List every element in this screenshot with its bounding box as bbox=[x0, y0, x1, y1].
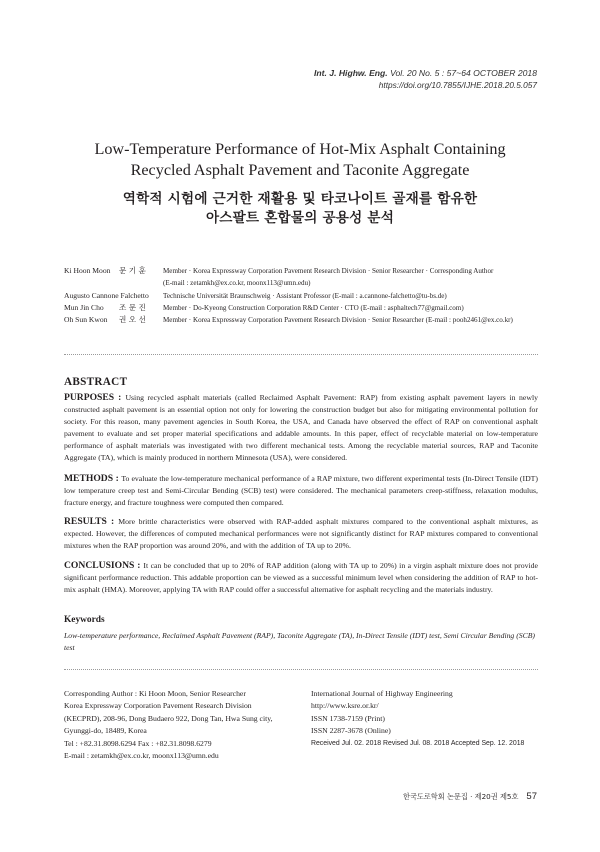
author-name: Ki Hoon Moon bbox=[64, 266, 111, 275]
title-en-line1: Low-Temperature Performance of Hot-Mix Asphalt Containing bbox=[94, 140, 506, 158]
page-number: 57 bbox=[526, 791, 537, 802]
author-email: (E-mail : zetamkh@ex.co.kr, moonx113@umn.edu) bbox=[163, 279, 311, 288]
results-label: RESULTS : bbox=[64, 516, 119, 527]
corresponding-author-block bbox=[64, 688, 304, 762]
journal-url[interactable]: http://www.ksre.or.kr/ bbox=[311, 701, 379, 711]
author-affiliation: Member · Korea Expressway Corporation Pavement Research Division · Senior Researcher (E-mail : pooh2461@ex.co.kr) bbox=[163, 316, 513, 325]
journal-info-line: ISSN 2287-3678 (Online) bbox=[311, 726, 391, 736]
doi[interactable]: https://doi.org/10.7855/IJHE.2018.20.5.057 bbox=[378, 80, 537, 90]
author-affiliation: Technische Universität Braunschweig · Assistant Professor (E-mail : a.cannone-falchetto@tu-bs.de) bbox=[163, 291, 447, 300]
author-row bbox=[64, 302, 542, 314]
conclusions-text: It can be concluded that up to 20% of RAP addition (along with TA up to 20%) in a virgin asphalt mixture does not provide significant performance reduction. This addable proportion can be viewed as a successful minimum level when considering the addition of RAP to hot-mix asphalt (HMA). Moreover, applying TA with RAP could offer a successful alternative for asphalt recycling and the materials industry. bbox=[64, 561, 538, 595]
divider bbox=[64, 669, 538, 670]
journal-info-line: ISSN 1738-7159 (Print) bbox=[311, 713, 385, 723]
volume-issue: Vol. 20 No. 5 : 57~64 OCTOBER 2018 bbox=[390, 68, 537, 78]
author-name: Mun Jin Cho bbox=[64, 302, 104, 312]
corresponding-email[interactable]: E-mail : zetamkh@ex.co.kr, moonx113@umn.edu bbox=[64, 751, 219, 761]
author-row bbox=[64, 265, 542, 277]
author-name-ko: 조 문 진 bbox=[119, 302, 146, 312]
author-name-ko: 권 오 선 bbox=[119, 315, 146, 325]
journal-info-line: International Journal of Highway Engineering bbox=[311, 689, 453, 698]
methods-paragraph bbox=[64, 473, 538, 509]
conclusions-paragraph bbox=[64, 560, 538, 596]
author-row bbox=[64, 314, 542, 326]
corresponding-line: Gyunggi-do, 18489, Korea bbox=[64, 726, 147, 736]
title-ko-line1: 역학적 시험에 근거한 재활용 및 타코나이트 골재를 함유한 bbox=[122, 191, 478, 207]
methods-label: METHODS : bbox=[64, 473, 122, 484]
author-row bbox=[64, 290, 542, 302]
author-name: Oh Sun Kwon bbox=[64, 315, 108, 325]
journal-abbrev: Int. J. Highw. Eng. bbox=[314, 68, 388, 78]
journal-info-block bbox=[311, 688, 541, 750]
corresponding-line: Corresponding Author : Ki Hoon Moon, Senior Researcher bbox=[64, 689, 246, 698]
title-ko-line2: 아스팔트 혼합물의 공용성 분석 bbox=[205, 210, 395, 226]
purposes-paragraph bbox=[64, 392, 538, 465]
corresponding-line: (KECPRD), 208-96, Dong Budaero 922, Dong Tan, Hwa Sung city, bbox=[64, 713, 273, 723]
purposes-label: PURPOSES : bbox=[64, 392, 126, 403]
results-paragraph bbox=[64, 516, 538, 552]
author-affiliation: Member · Do-Kyeong Construction Corporation R&D Center · CTO (E-mail : asphaltech77@gmail.com) bbox=[163, 303, 464, 312]
purposes-text: Using recycled asphalt materials (called Reclaimed Asphalt Pavement: RAP) from existing asphalt pavement layers in newly constructed asphalt pavement is an essential option not only for lowering the construction budget but also for mitigating environmental pollution for society. For this reason, many pavement agencies in South Korea, the USA, and Canada have observed the effect of RAP on conventional asphalt pavement to evaluate and set proper material specifications and addable amounts. In this paper, effect of recyclable material on low-temperature performance of asphalt materials was investigated with two different mechanical tests. Among the recyclable material sources, RAP and Taconite Aggregate (TA), which is mainly produced in northern Minnesota (USA), were considered. bbox=[64, 393, 538, 463]
journal-citation bbox=[314, 68, 537, 78]
methods-text: To evaluate the low-temperature mechanical performance of a RAP mixture, two different experimental tests (In-Direct Tensile (IDT) low temperature creep test and Semi-Circular Bending (SCB) test) were considered. The mechanical parameters creep-stiffness, relaxation modulus, fracture energy, and fracture toughness were computed then compared. bbox=[64, 474, 538, 508]
keywords-text: Low-temperature performance, Reclaimed Asphalt Pavement (RAP), Taconite Aggregate (TA), In-Direct Tensile (IDT) test, Semi Circular Bending (SCB) test bbox=[64, 631, 535, 652]
conclusions-label: CONCLUSIONS : bbox=[64, 560, 144, 571]
author-name-ko: 문 기 훈 bbox=[119, 266, 146, 275]
divider bbox=[64, 354, 538, 355]
author-name: Augusto Cannone Falchetto bbox=[64, 290, 149, 300]
received-dates: Received Jul. 02. 2018 Revised Jul. 08. 2018 Accepted Sep. 12. 2018 bbox=[311, 739, 525, 747]
keywords-heading: Keywords bbox=[64, 615, 105, 625]
results-text: More brittle characteristics were observed with RAP-added asphalt mixtures compared to the conventional asphalt mixtures, as expected. However, the differences of computed mechanical performances were not significantly distinct for RAP mixtures compared to conventional mixtures when the RAP proportion was around 20%, and with the addition of TA up to 20%. bbox=[64, 517, 538, 551]
title-en-line2: Recycled Asphalt Pavement and Taconite Aggregate bbox=[130, 161, 470, 179]
corresponding-line: Tel : +82.31.8098.6294 Fax : +82.31.8098.6279 bbox=[64, 738, 212, 748]
footer-journal-ko: 한국도로학회 논문집 · 제20권 제5호 bbox=[403, 792, 519, 801]
author-affiliation: Member · Korea Expressway Corporation Pavement Research Division · Senior Researcher · Corresponding Author bbox=[163, 267, 494, 275]
page-footer bbox=[403, 791, 537, 802]
author-list bbox=[64, 265, 542, 326]
abstract-heading: ABSTRACT bbox=[64, 376, 128, 388]
corresponding-line: Korea Expressway Corporation Pavement Research Division bbox=[64, 701, 252, 711]
